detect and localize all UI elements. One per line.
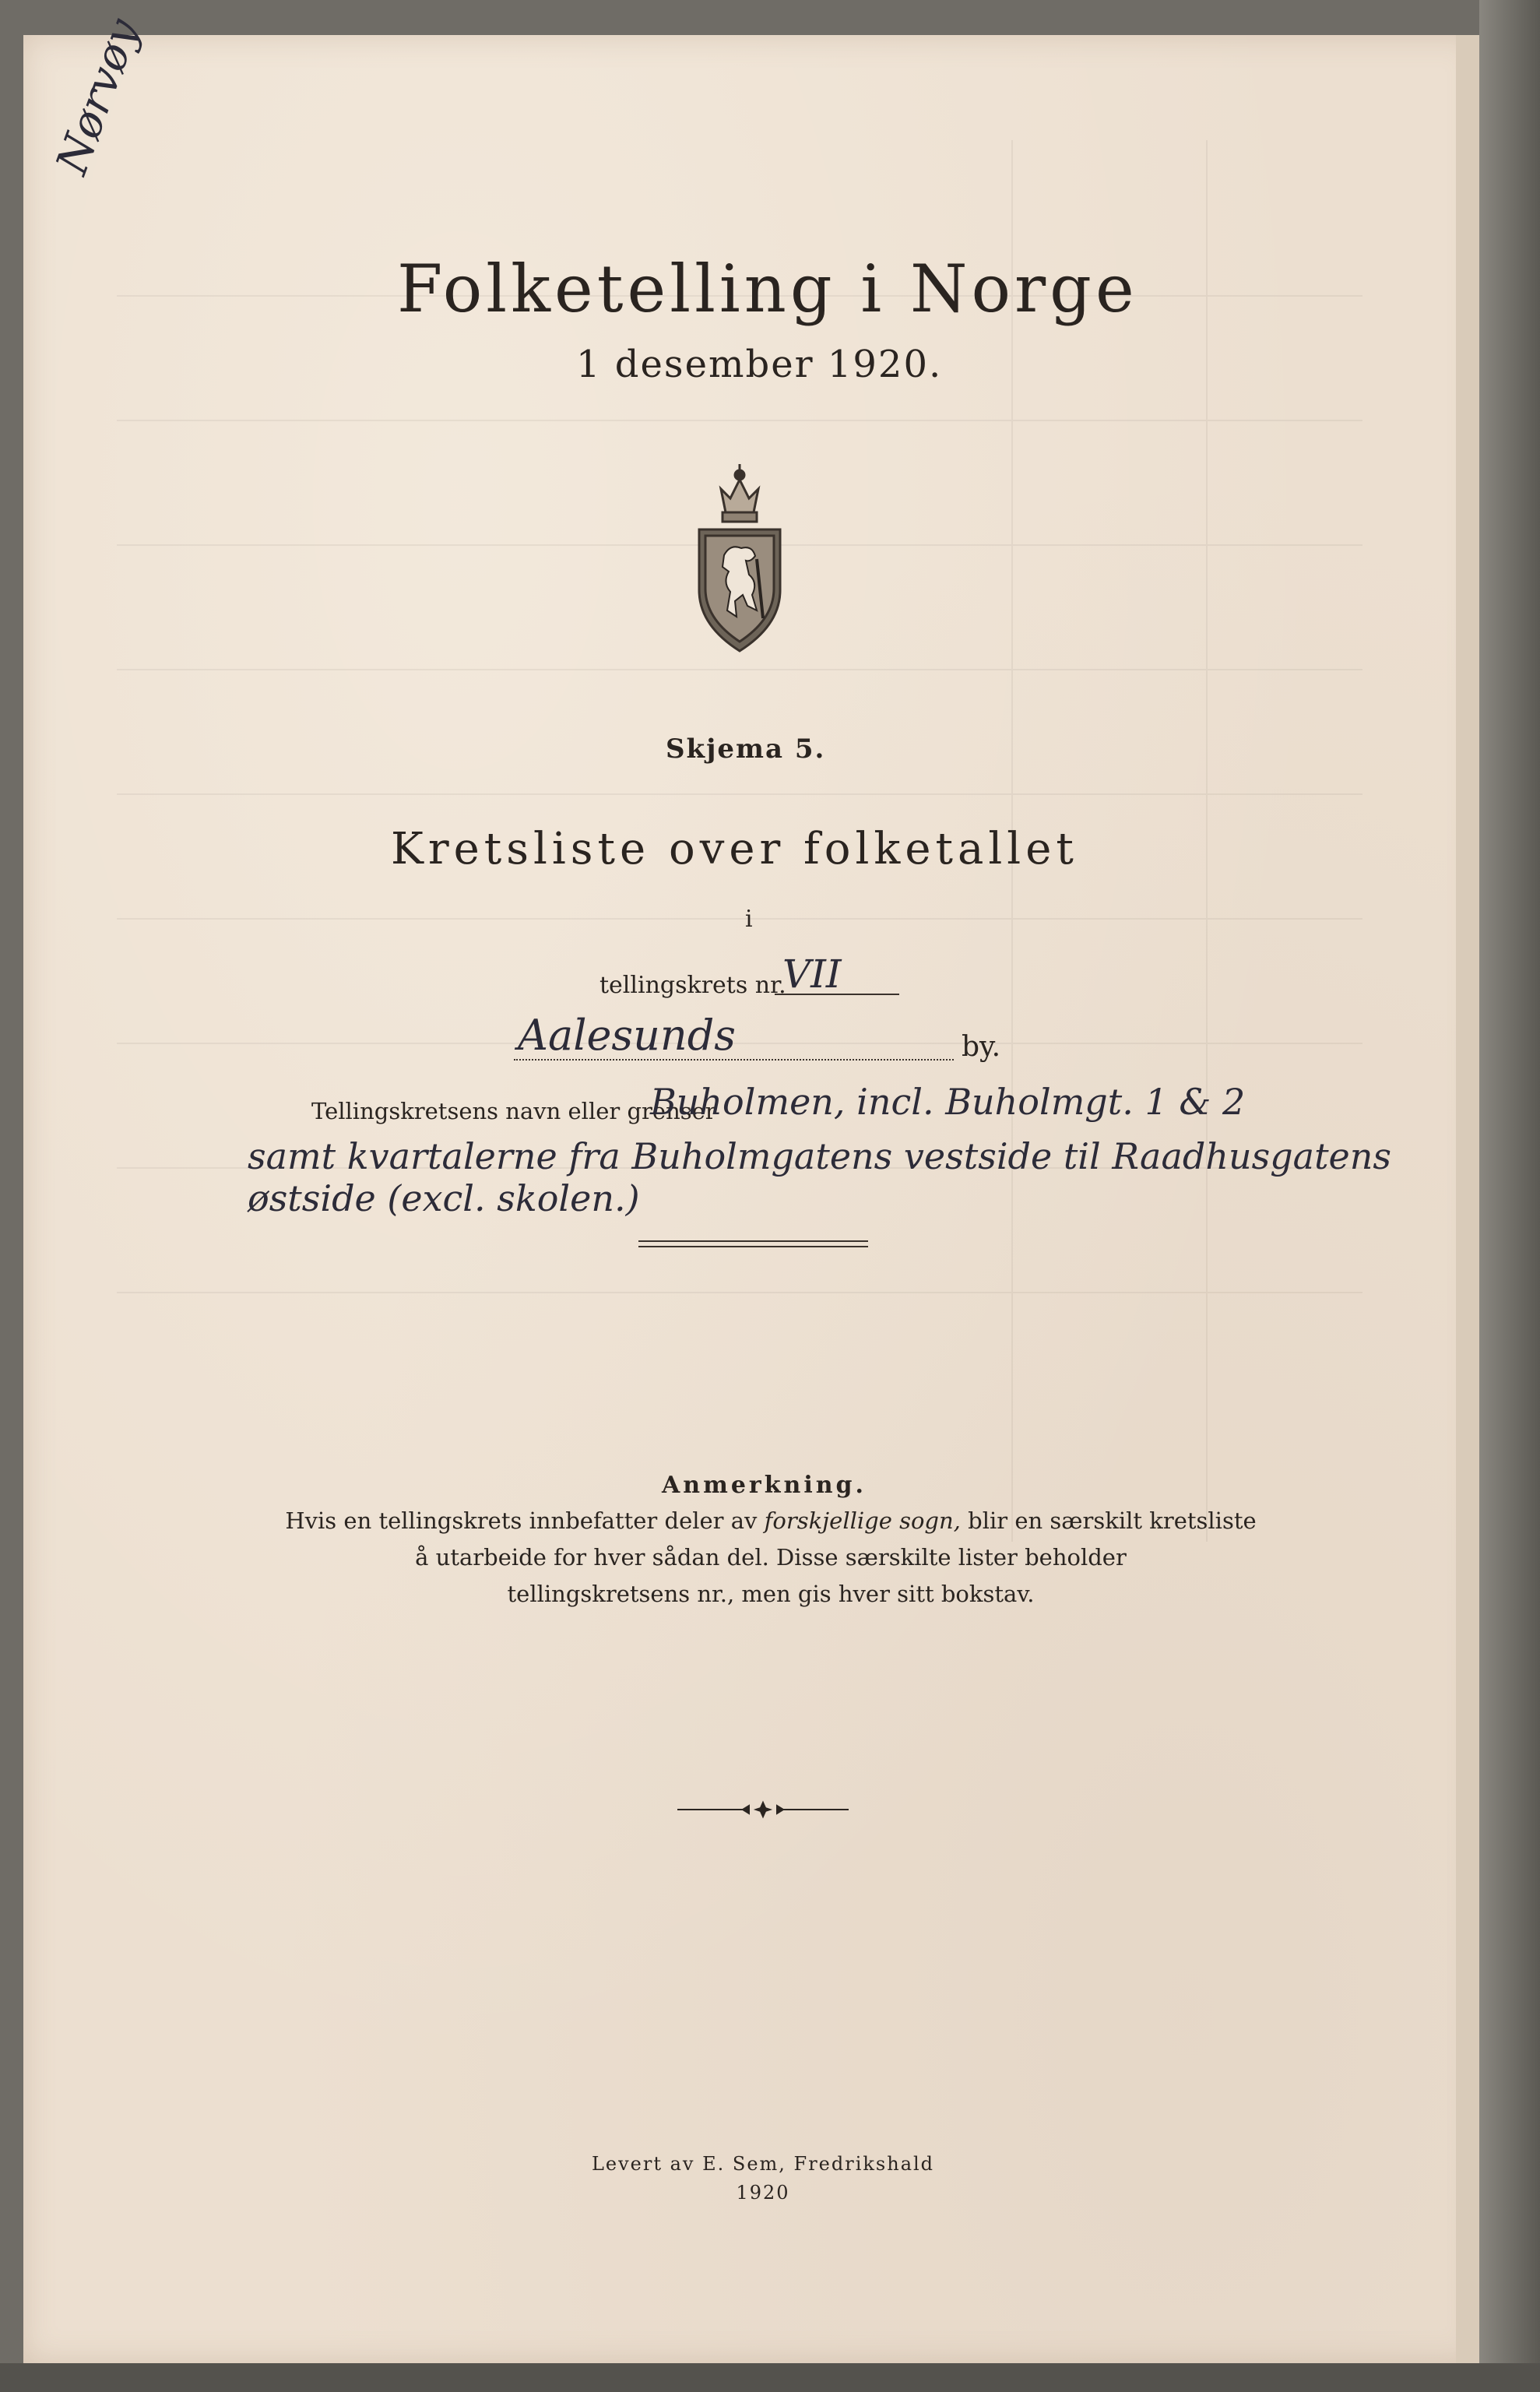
- printer-year: 1920: [736, 2182, 790, 2204]
- note-line-1-end: blir en særskilt kretsliste: [960, 1507, 1257, 1534]
- district-number-label: tellingskrets nr.: [599, 972, 786, 999]
- district-boundary-label: Tellingskretsens navn eller grenser: [311, 1098, 716, 1124]
- note-line-1: [265, 1507, 1277, 1534]
- census-date: 1 desember 1920.: [576, 343, 943, 386]
- preposition-text: i: [745, 906, 753, 933]
- scan-border-right: [1479, 0, 1540, 2392]
- coat-of-arms-icon: [685, 458, 794, 660]
- district-number-value: VII: [782, 952, 842, 997]
- city-value: Aalesunds: [518, 1011, 736, 1060]
- note-title: Anmerkning.: [662, 1472, 867, 1499]
- scan-border-bottom: [0, 2363, 1540, 2392]
- note-line-2: å utarbeide for hver sådan del. Disse særskilte lister beholder: [415, 1544, 1127, 1571]
- schema-number: Skjema 5.: [666, 733, 826, 765]
- note-line-3: tellingskretsens nr., men gis hver sitt bokstav.: [507, 1581, 1035, 1607]
- district-boundary-value-line-3: østside (excl. skolen.): [248, 1177, 640, 1219]
- note-line-1-start: Hvis en tellingskrets innbefatter deler av: [285, 1507, 765, 1534]
- divider-rule-top: [638, 1240, 868, 1242]
- paper-edge: [1456, 35, 1479, 2363]
- district-boundary-value-line-1: Buholmen, incl. Buholmgt. 1 & 2: [650, 1081, 1246, 1123]
- ornament-divider-icon: [677, 1800, 849, 1819]
- printer-credit: Levert av E. Sem, Fredrikshald: [591, 2153, 935, 2175]
- district-boundary-value-line-2: samt kvartalerne fra Buholmgatens vestside til Raadhusgatens: [248, 1135, 1392, 1177]
- divider-rule-bottom: [638, 1246, 868, 1247]
- margin-note-handwritten: Nørvøy: [47, 12, 149, 181]
- document-title: Folketelling i Norge: [397, 251, 1138, 327]
- city-suffix: by.: [962, 1031, 1001, 1063]
- note-emphasis: forskjellige sogn,: [764, 1507, 961, 1534]
- form-heading: Kretsliste over folketallet: [391, 824, 1078, 874]
